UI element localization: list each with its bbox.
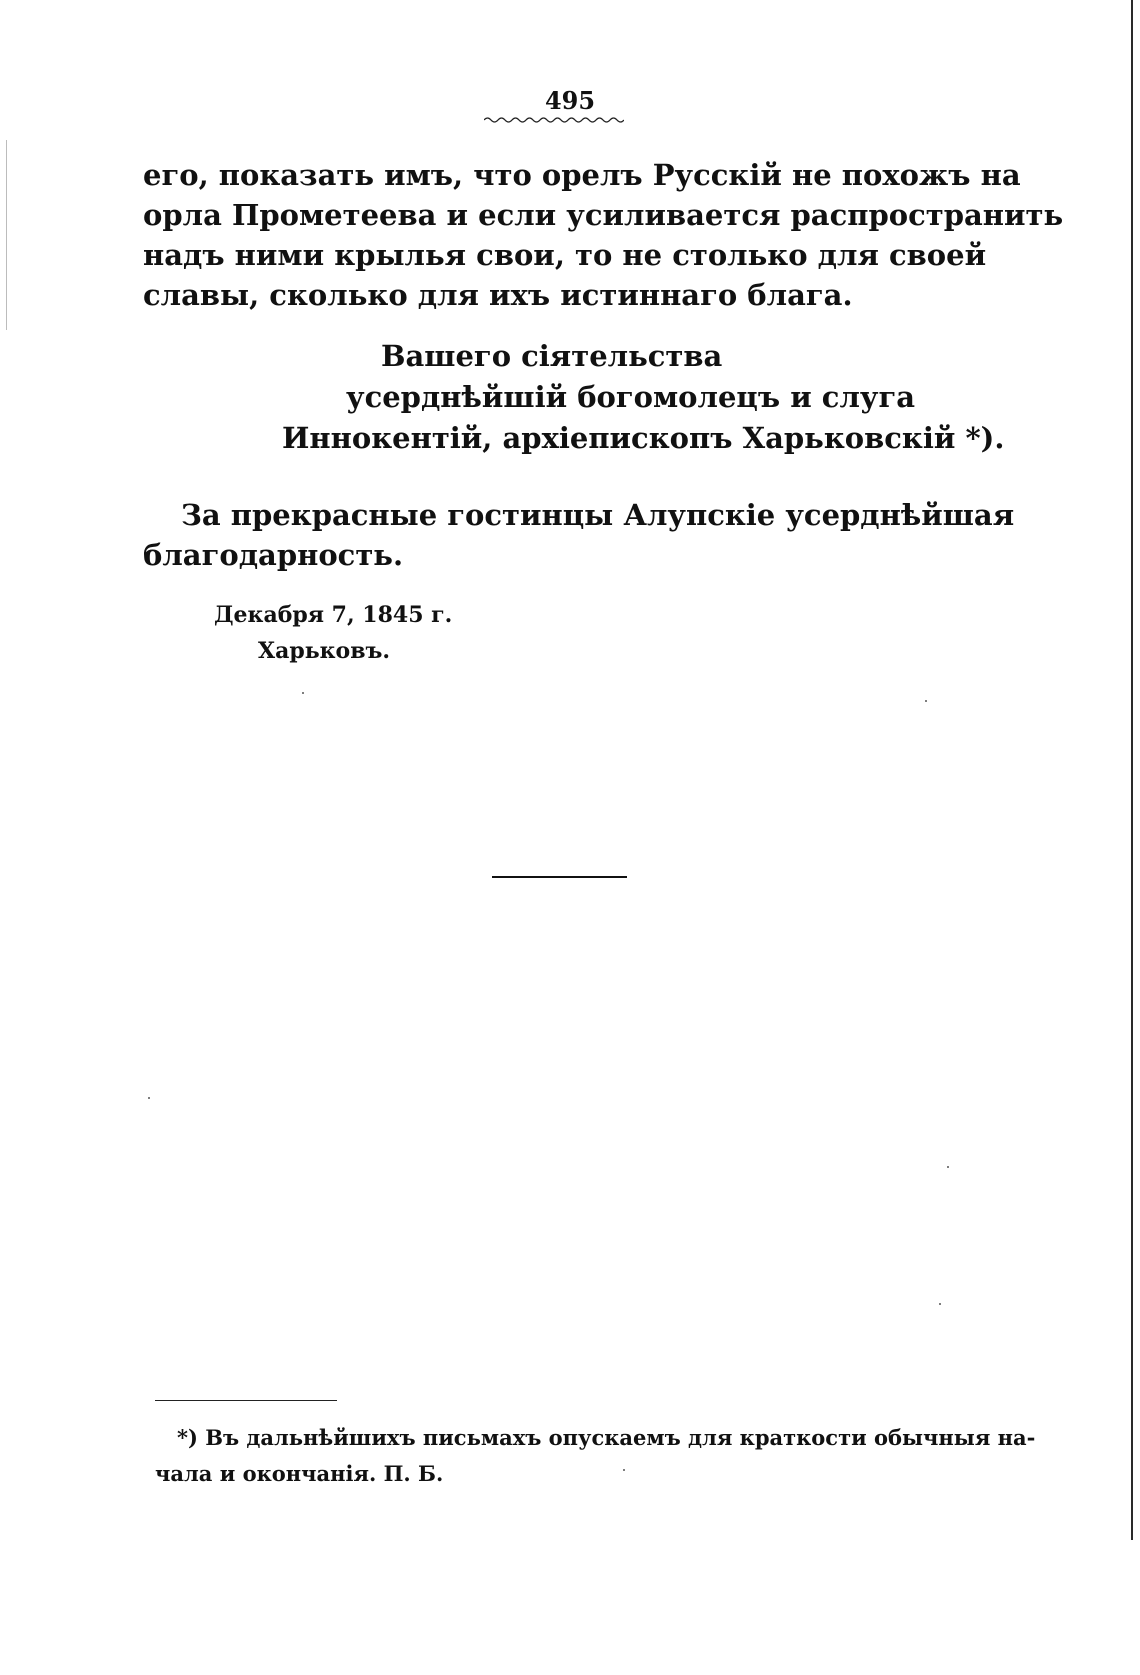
footnote-line: чала и окончанія. П. Б. xyxy=(155,1461,444,1486)
scan-speck xyxy=(947,1166,949,1168)
scan-speck xyxy=(939,1303,941,1305)
scan-speck xyxy=(623,1469,625,1471)
signature-name: Иннокентій, архіепископъ Харьковскій *). xyxy=(282,421,1005,455)
text-line: славы, сколько для ихъ истиннаго блага. xyxy=(143,278,853,312)
page-number: 495 xyxy=(544,86,596,115)
text-line: За прекрасные гостинцы Алупскіе усерднѣйшая xyxy=(181,498,1015,532)
scan-edge-right xyxy=(1131,0,1133,1540)
text-line: орла Прометеева и если усиливается распространить xyxy=(143,198,1064,232)
text-line: надъ ними крылья свои, то не столько для своей xyxy=(143,238,987,272)
signature-closing: усерднѣйшій богомолецъ и слуга xyxy=(346,380,916,414)
scan-speck xyxy=(302,692,304,694)
footnote-divider xyxy=(155,1400,337,1401)
text-line: его, показать имъ, что орелъ Русскій не похожъ на xyxy=(143,158,1021,192)
footnote xyxy=(155,1420,1036,1492)
scan-speck xyxy=(925,700,927,702)
text-line: благодарность. xyxy=(143,538,404,572)
section-divider xyxy=(492,876,627,878)
letter-date: Декабря 7, 1845 г. xyxy=(214,602,453,628)
scan-speck xyxy=(148,1097,150,1099)
footnote-line: *) Въ дальнѣйшихъ письмахъ опускаемъ для краткости обычныя на- xyxy=(177,1425,1036,1450)
paragraph-continued xyxy=(143,155,1064,315)
scan-edge-left xyxy=(6,140,7,330)
paragraph-postscript xyxy=(143,495,1015,575)
ornament-rule xyxy=(484,115,624,125)
letter-place: Харьковъ. xyxy=(258,638,391,664)
signature-salutation: Вашего сіятельства xyxy=(381,339,723,373)
